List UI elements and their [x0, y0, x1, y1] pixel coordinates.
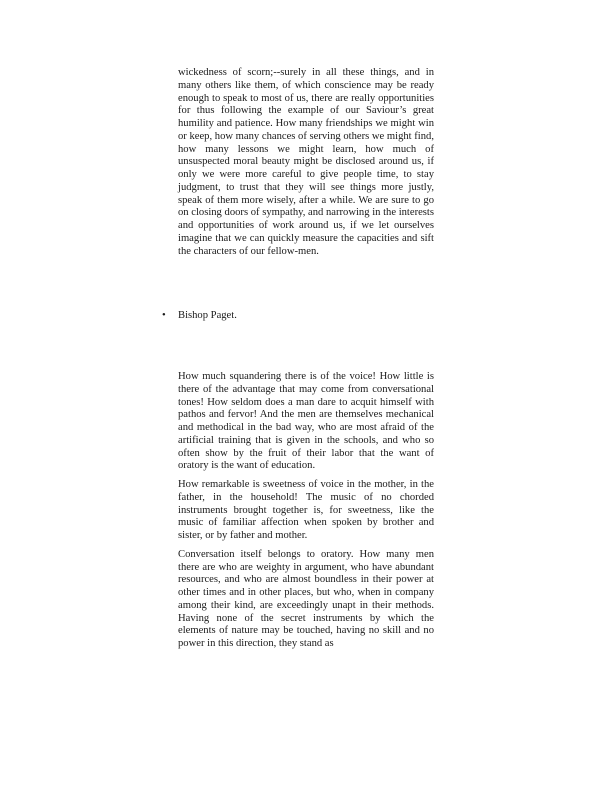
attribution-line	[162, 310, 237, 323]
bottom-text-block	[178, 371, 434, 657]
body-paragraph: Conversation itself belongs to oratory. How many men there are who are weighty in argument, who have abundant resources, and who are almost boundless in their power at other times and in other places, but who, when in company among their kind, are exceedingly unapt in their methods. Having none of the secret instruments by which the elements of nature may be touched, having no skill and no power in this direction, they stand as	[178, 548, 434, 649]
body-paragraph: How remarkable is sweetness of voice in the mother, in the father, in the household! The music of no chorded instruments brought together is, for sweetness, like the music of familiar affection when spoken by brother and sister, or by father and mother.	[178, 479, 434, 541]
bullet-icon: •	[162, 310, 166, 321]
attribution-text: Bishop Paget.	[178, 310, 237, 321]
top-text-block	[178, 67, 434, 264]
body-paragraph: wickedness of scorn;--surely in all these things, and in many others like them, of which conscience may be ready enough to speak to most of us, there are really opportunities for thus following the example of our Saviour’s great humility and patience. How many friendships we might win or keep, how many chances of serving others we might find, how many lessons we might learn, how much of unsuspected moral beauty might be disclosed around us, if only we were more careful to give people time, to stay judgment, to trust that they will see things more justly, speak of them more wisely, after a while. We are sure to go on closing doors of sympathy, and narrowing in the interests and opportunities of work around us, if we let ourselves imagine that we can quickly measure the capacities and sift the characters of our fellow-men.	[178, 67, 434, 257]
body-paragraph: How much squandering there is of the voice! How little is there of the advantage that may come from conversational tones! How seldom does a man dare to acquit himself with pathos and fervor! And the men are themselves mechanical and methodical in the bad way, who are most afraid of the artificial training that is given in the schools, and who so often show by the fruit of their labor that the want of oratory is the want of education.	[178, 371, 434, 472]
